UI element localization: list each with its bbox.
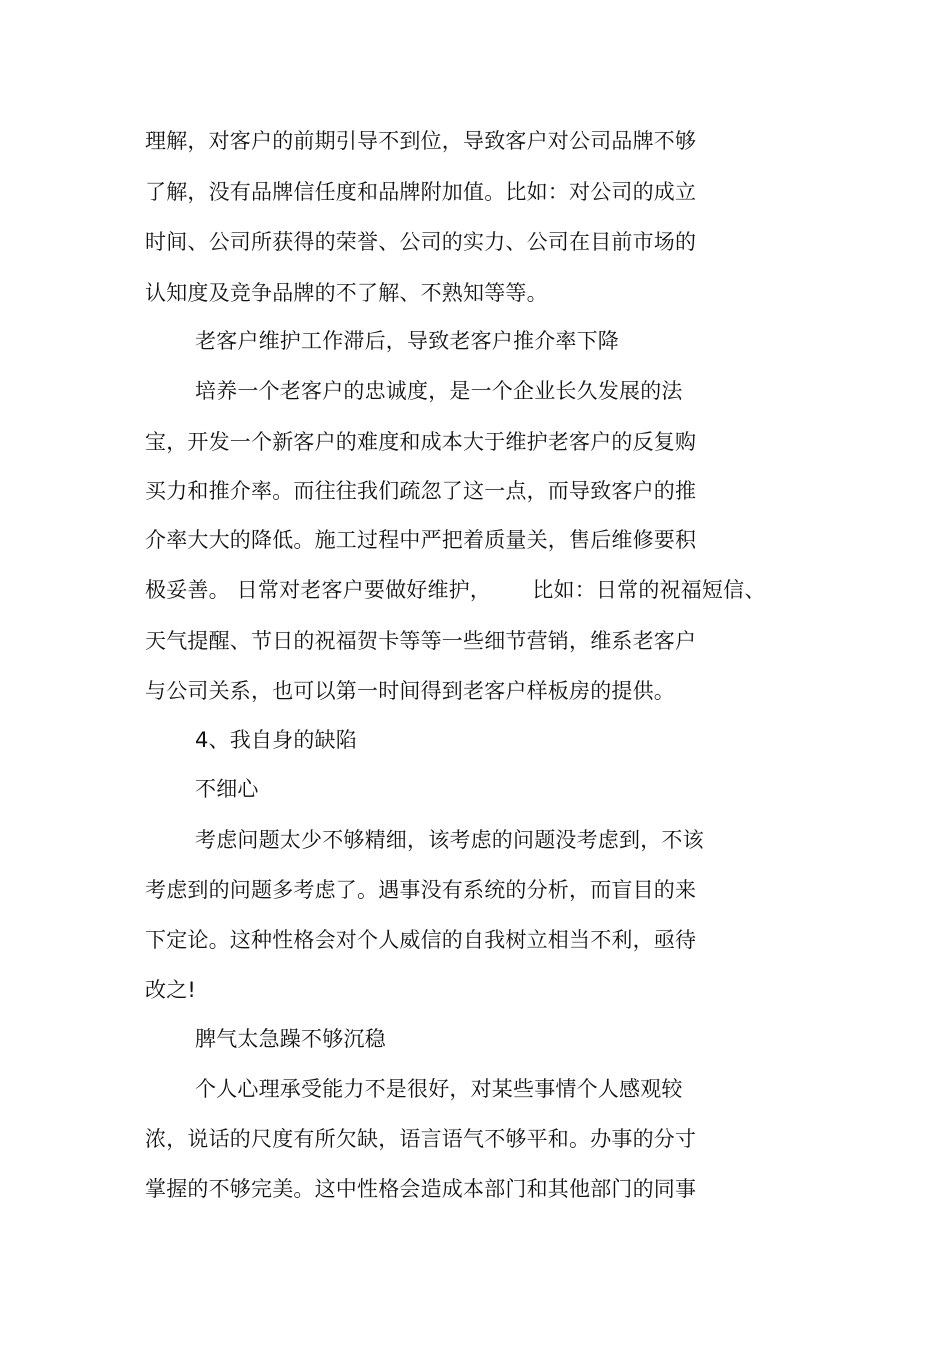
section-heading: 脾气太急躁不够沉稳 xyxy=(195,1027,386,1051)
paragraph-line: 改之! xyxy=(145,978,197,1002)
paragraph-line: 考虑到的问题多考虑了。遇事没有系统的分析，而盲目的来 xyxy=(145,878,697,902)
paragraph-line: 极妥善。 日常对老客户要做好维护， 比如：日常的祝福短信、 xyxy=(145,578,766,602)
paragraph-line: 下定论。这种性格会对个人威信的自我树立相当不利，亟待 xyxy=(145,928,697,952)
paragraph-line: 浓，说话的尺度有所欠缺，语言语气不够平和。办事的分寸 xyxy=(145,1127,697,1151)
paragraph-line: 天气提醒、节日的祝福贺卡等等一些细节营销，维系老客户 xyxy=(145,629,697,653)
section-heading: 老客户维护工作滞后，导致老客户推介率下降 xyxy=(195,329,619,353)
section-heading: 不细心 xyxy=(195,777,259,801)
section-heading: 4、我自身的缺陷 xyxy=(195,728,357,752)
paragraph-line: 了解，没有品牌信任度和品牌附加值。比如：对公司的成立 xyxy=(145,180,697,204)
paragraph-line: 宝，开发一个新客户的难度和成本大于维护老客户的反复购 xyxy=(145,430,697,454)
paragraph-line: 认知度及竞争品牌的不了解、不熟知等等。 xyxy=(145,281,548,305)
paragraph-line: 买力和推介率。而往往我们疏忽了这一点，而导致客户的推 xyxy=(145,479,697,503)
paragraph-line: 介率大大的降低。施工过程中严把着质量关，售后维修要积 xyxy=(145,528,697,552)
paragraph-line: 理解，对客户的前期引导不到位，导致客户对公司品牌不够 xyxy=(145,129,697,153)
paragraph-line: 培养一个老客户的忠诚度，是一个企业长久发展的法 xyxy=(195,379,683,403)
paragraph-line: 与公司关系，也可以第一时间得到老客户样板房的提供。 xyxy=(145,679,675,703)
paragraph-line: 个人心理承受能力不是很好，对某些事情个人感观较 xyxy=(195,1077,683,1101)
paragraph-line: 时间、公司所获得的荣誉、公司的实力、公司在目前市场的 xyxy=(145,230,697,254)
paragraph-line: 考虑问题太少不够精细，该考虑的问题没考虑到，不该 xyxy=(195,828,704,852)
paragraph-line: 掌握的不够完美。这中性格会造成本部门和其他部门的同事 xyxy=(145,1177,697,1201)
